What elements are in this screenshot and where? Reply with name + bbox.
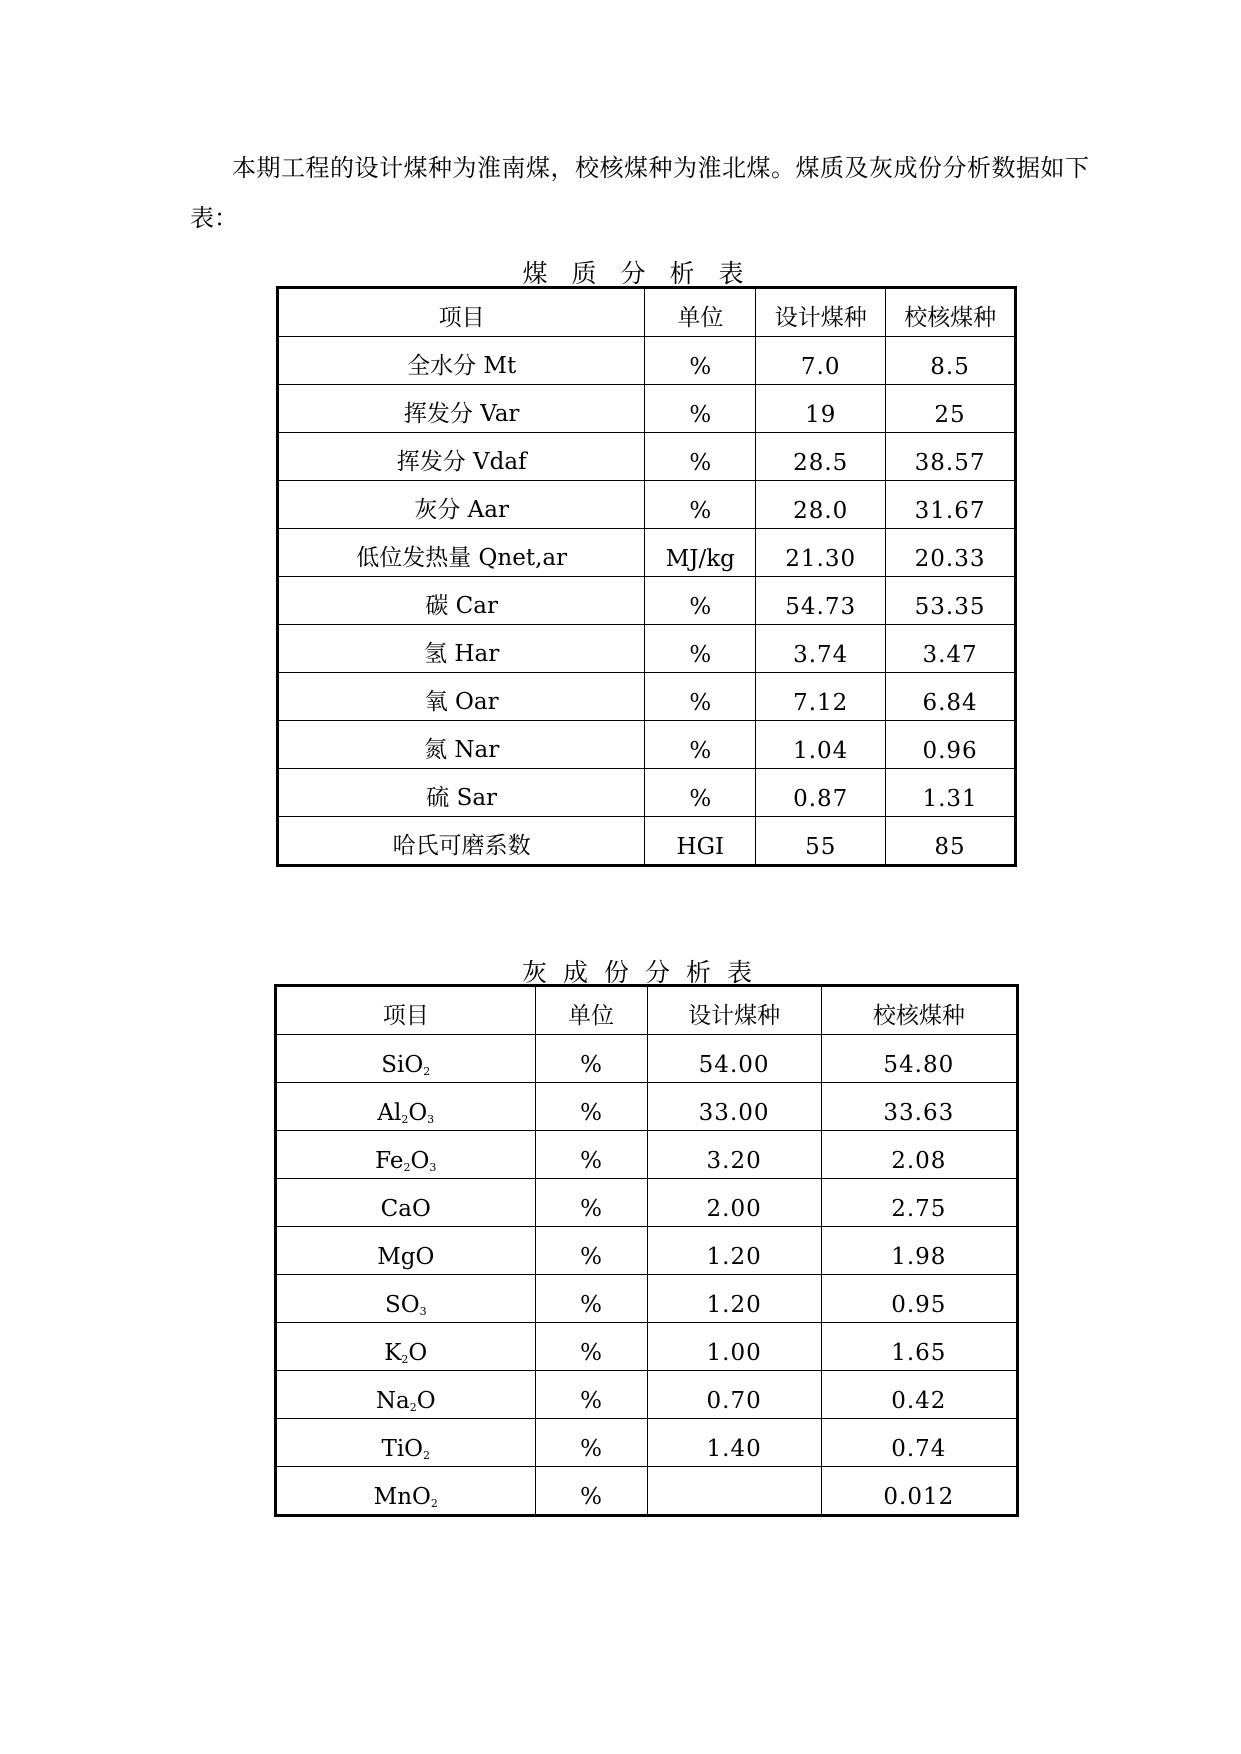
value-cell: 0.95: [821, 1275, 1017, 1323]
unit-cell: %: [535, 1035, 647, 1083]
table-row: [276, 1467, 1018, 1516]
formula-text: O: [408, 1100, 428, 1126]
item-cell: [276, 1467, 536, 1516]
value-cell: 2.08: [821, 1131, 1017, 1179]
value-cell: 1.20: [647, 1227, 821, 1275]
table-row: [276, 1131, 1018, 1179]
unit-cell: %: [645, 673, 756, 721]
value-cell: 7.12: [756, 673, 886, 721]
value-cell: 1.00: [647, 1323, 821, 1371]
table-row: [278, 481, 1016, 529]
formula-text: O: [416, 1388, 436, 1414]
table-row: [276, 1419, 1018, 1467]
table-row: [278, 769, 1016, 817]
table-row: [276, 1035, 1018, 1083]
table-row: [278, 625, 1016, 673]
item-cell: [276, 1323, 536, 1371]
formula-text: SO: [384, 1292, 420, 1318]
formula-subscript: 2: [423, 1449, 431, 1462]
unit-cell: HGI: [645, 817, 756, 866]
unit-cell: %: [535, 1467, 647, 1516]
table-row: [278, 529, 1016, 577]
table-row: [276, 1371, 1018, 1419]
value-cell: 28.0: [756, 481, 886, 529]
value-cell: 85: [886, 817, 1016, 866]
value-cell: 0.70: [647, 1371, 821, 1419]
item-cell: [276, 1035, 536, 1083]
table-header-row: [278, 288, 1016, 337]
formula-text: Al: [377, 1100, 402, 1126]
table-row: [278, 385, 1016, 433]
unit-cell: %: [645, 769, 756, 817]
table-row: [278, 721, 1016, 769]
table-row: [278, 817, 1016, 866]
unit-cell: %: [645, 385, 756, 433]
table-row: [276, 1083, 1018, 1131]
value-cell: 38.57: [886, 433, 1016, 481]
value-cell: 1.98: [821, 1227, 1017, 1275]
header-cell: 单位: [645, 288, 756, 337]
value-cell: 31.67: [886, 481, 1016, 529]
value-cell: 1.31: [886, 769, 1016, 817]
header-cell: 项目: [278, 288, 645, 337]
value-cell: 28.5: [756, 433, 886, 481]
item-cell: [276, 1083, 536, 1131]
value-cell: 6.84: [886, 673, 1016, 721]
unit-cell: %: [535, 1227, 647, 1275]
unit-cell: %: [645, 721, 756, 769]
formula-subscript: 3: [419, 1305, 427, 1318]
header-cell: 单位: [535, 986, 647, 1035]
formula-text: Fe: [375, 1148, 404, 1174]
value-cell: 54.80: [821, 1035, 1017, 1083]
coal-analysis-table: [276, 286, 1017, 867]
unit-cell: %: [645, 481, 756, 529]
table-row: [276, 1323, 1018, 1371]
formula-text: SiO: [381, 1052, 424, 1078]
intro-line-2: 表：: [190, 204, 238, 232]
value-cell: 1.04: [756, 721, 886, 769]
formula-text: O: [410, 1148, 430, 1174]
unit-cell: %: [535, 1131, 647, 1179]
value-cell: 3.20: [647, 1131, 821, 1179]
item-cell: 挥发分 Var: [278, 385, 645, 433]
value-cell: 0.74: [821, 1419, 1017, 1467]
item-cell: 低位发热量 Qnet,ar: [278, 529, 645, 577]
table-row: [278, 673, 1016, 721]
formula-text: MnO: [373, 1484, 431, 1510]
item-cell: 氮 Nar: [278, 721, 645, 769]
value-cell: 33.00: [647, 1083, 821, 1131]
header-cell: 校核煤种: [821, 986, 1017, 1035]
value-cell: 25: [886, 385, 1016, 433]
header-cell: 设计煤种: [756, 288, 886, 337]
unit-cell: %: [645, 433, 756, 481]
formula-subscript: 3: [429, 1161, 437, 1174]
unit-cell: %: [535, 1179, 647, 1227]
item-cell: [276, 1419, 536, 1467]
value-cell: 33.63: [821, 1083, 1017, 1131]
table-row: [278, 577, 1016, 625]
item-cell: [276, 1371, 536, 1419]
value-cell: 3.74: [756, 625, 886, 673]
item-cell: 全水分 Mt: [278, 337, 645, 385]
formula-subscript: 2: [423, 1065, 431, 1078]
item-cell: 氢 Har: [278, 625, 645, 673]
unit-cell: MJ/kg: [645, 529, 756, 577]
unit-cell: %: [535, 1275, 647, 1323]
ash-table-caption: 灰成份分析表: [521, 958, 768, 987]
table-row: [276, 1179, 1018, 1227]
item-cell: 挥发分 Vdaf: [278, 433, 645, 481]
table-row: [276, 1227, 1018, 1275]
value-cell: 19: [756, 385, 886, 433]
value-cell: 55: [756, 817, 886, 866]
item-cell: 灰分 Aar: [278, 481, 645, 529]
value-cell: 21.30: [756, 529, 886, 577]
item-cell: [276, 1275, 536, 1323]
formula-text: O: [408, 1340, 428, 1366]
value-cell: 2.00: [647, 1179, 821, 1227]
formula-subscript: 2: [403, 1161, 411, 1174]
value-cell: [647, 1467, 821, 1516]
formula-text: CaO: [380, 1196, 431, 1222]
value-cell: 0.87: [756, 769, 886, 817]
value-cell: 3.47: [886, 625, 1016, 673]
value-cell: 53.35: [886, 577, 1016, 625]
item-cell: 碳 Car: [278, 577, 645, 625]
value-cell: 0.96: [886, 721, 1016, 769]
header-cell: 校核煤种: [886, 288, 1016, 337]
formula-subscript: 2: [401, 1353, 409, 1366]
value-cell: 8.5: [886, 337, 1016, 385]
value-cell: 1.40: [647, 1419, 821, 1467]
item-cell: [276, 1227, 536, 1275]
unit-cell: %: [535, 1323, 647, 1371]
formula-text: K: [384, 1340, 402, 1366]
unit-cell: %: [535, 1083, 647, 1131]
value-cell: 54.00: [647, 1035, 821, 1083]
value-cell: 7.0: [756, 337, 886, 385]
unit-cell: %: [535, 1419, 647, 1467]
item-cell: [276, 1179, 536, 1227]
value-cell: 2.75: [821, 1179, 1017, 1227]
unit-cell: %: [645, 337, 756, 385]
formula-text: Na: [375, 1388, 410, 1414]
table-row: [278, 433, 1016, 481]
formula-text: MgO: [377, 1244, 435, 1270]
item-cell: 哈氏可磨系数: [278, 817, 645, 866]
table-header-row: [276, 986, 1018, 1035]
item-cell: [276, 1131, 536, 1179]
formula-text: TiO: [381, 1436, 424, 1462]
intro-paragraph: [190, 143, 1120, 243]
unit-cell: %: [645, 625, 756, 673]
header-cell: 设计煤种: [647, 986, 821, 1035]
ash-analysis-table: [274, 984, 1019, 1517]
value-cell: 20.33: [886, 529, 1016, 577]
value-cell: 1.20: [647, 1275, 821, 1323]
coal-table-caption: 煤质分析表: [522, 259, 768, 288]
item-cell: 硫 Sar: [278, 769, 645, 817]
value-cell: 1.65: [821, 1323, 1017, 1371]
table-row: [278, 337, 1016, 385]
unit-cell: %: [645, 577, 756, 625]
value-cell: 54.73: [756, 577, 886, 625]
formula-subscript: 2: [430, 1497, 438, 1510]
value-cell: 0.012: [821, 1467, 1017, 1516]
formula-subscript: 3: [427, 1113, 435, 1126]
formula-subscript: 2: [409, 1401, 417, 1414]
table-row: [276, 1275, 1018, 1323]
item-cell: 氧 Oar: [278, 673, 645, 721]
value-cell: 0.42: [821, 1371, 1017, 1419]
header-cell: 项目: [276, 986, 536, 1035]
intro-line-1: 本期工程的设计煤种为淮南煤，校核煤种为淮北煤。煤质及灰成份分析数据如下: [232, 154, 1090, 182]
formula-subscript: 2: [401, 1113, 409, 1126]
unit-cell: %: [535, 1371, 647, 1419]
